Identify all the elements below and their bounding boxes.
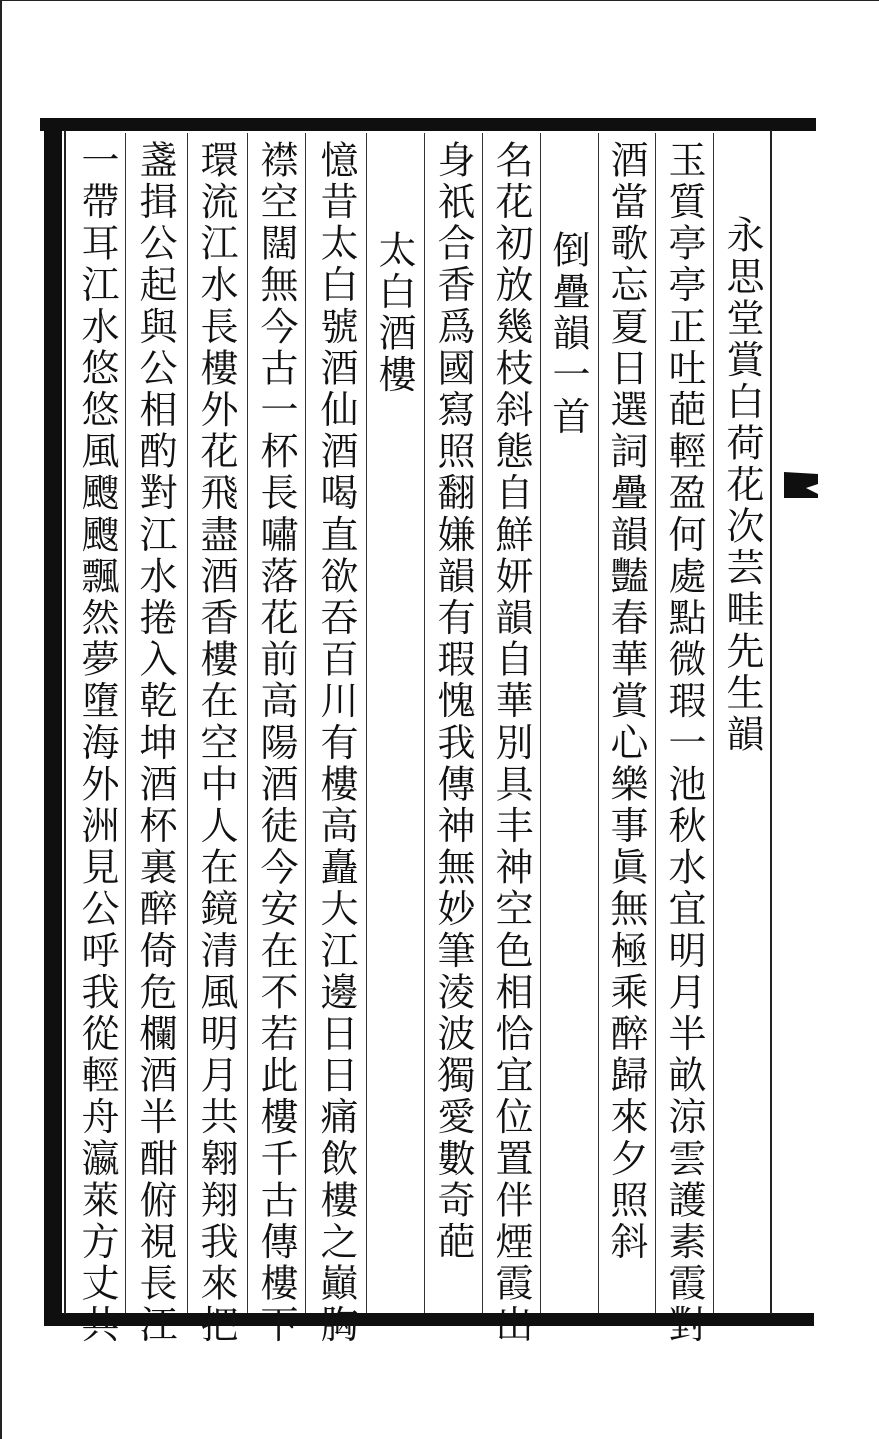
column-rule [366,133,367,1313]
text-column: 酒當歌忘夏日選詞疊韻豔春華賞心樂事眞無極乘醉歸來夕照斜 [604,140,648,1264]
frame-top-border [40,118,816,131]
column-rule [482,133,483,1313]
column-rule [424,133,425,1313]
page-top-edge [0,0,879,1]
text-column: 身祇合香爲國寫照翻嫌韻有瑕愧我傳神無妙筆淩波獨愛數奇葩 [431,140,475,1264]
text-column: 憶昔太白號酒仙酒喝直欲吞百川有樓高矗大江邊日日痛飲樓之巓胸 [314,140,358,1347]
text-column: 環流江水長樓外花飛盡酒香樓在空中人在鏡清風明月共翱翔我來把 [194,140,238,1347]
column-rule [598,133,599,1313]
poem-title-2: 倒疊韻一首 [546,230,590,438]
frame-left-border [44,118,62,1326]
column-rule [305,133,306,1313]
text-column: 一帶耳江水悠悠風颼颼飄然夢墮海外洲見公呼我從輕舟瀛萊方丈共 [75,140,119,1347]
column-rule [655,133,656,1313]
column-rule [540,133,541,1313]
fishtail-mark [784,470,818,500]
text-column: 名花初放幾枝斜態自鮮妍韻自華別具丰神空色相恰宜位置伴煙霞出 [489,140,533,1347]
poem-title-1: 永思堂賞白荷花次芸畦先生韻 [720,215,764,756]
text-column: 盞揖公起與公相酌對江水捲入乾坤酒杯裏醉倚危欄酒半酣俯視長江 [133,140,177,1347]
column-rule [247,133,248,1313]
text-column: 玉質亭亭正吐葩輕盈何處點微瑕一池秋水宜明月半畝涼雲護素霞對 [662,140,706,1347]
column-rule [187,133,188,1313]
text-column: 襟空闊無今古一杯長嘯落花前高陽酒徒今安在不若此樓千古傳樓下 [254,140,298,1347]
frame-right-rule [770,130,772,1314]
column-rule [125,133,126,1313]
column-rule [713,133,714,1313]
frame-inner-left-rule [64,130,66,1314]
page-left-edge [0,0,2,1439]
poem-title-3: 太白酒樓 [372,230,416,397]
